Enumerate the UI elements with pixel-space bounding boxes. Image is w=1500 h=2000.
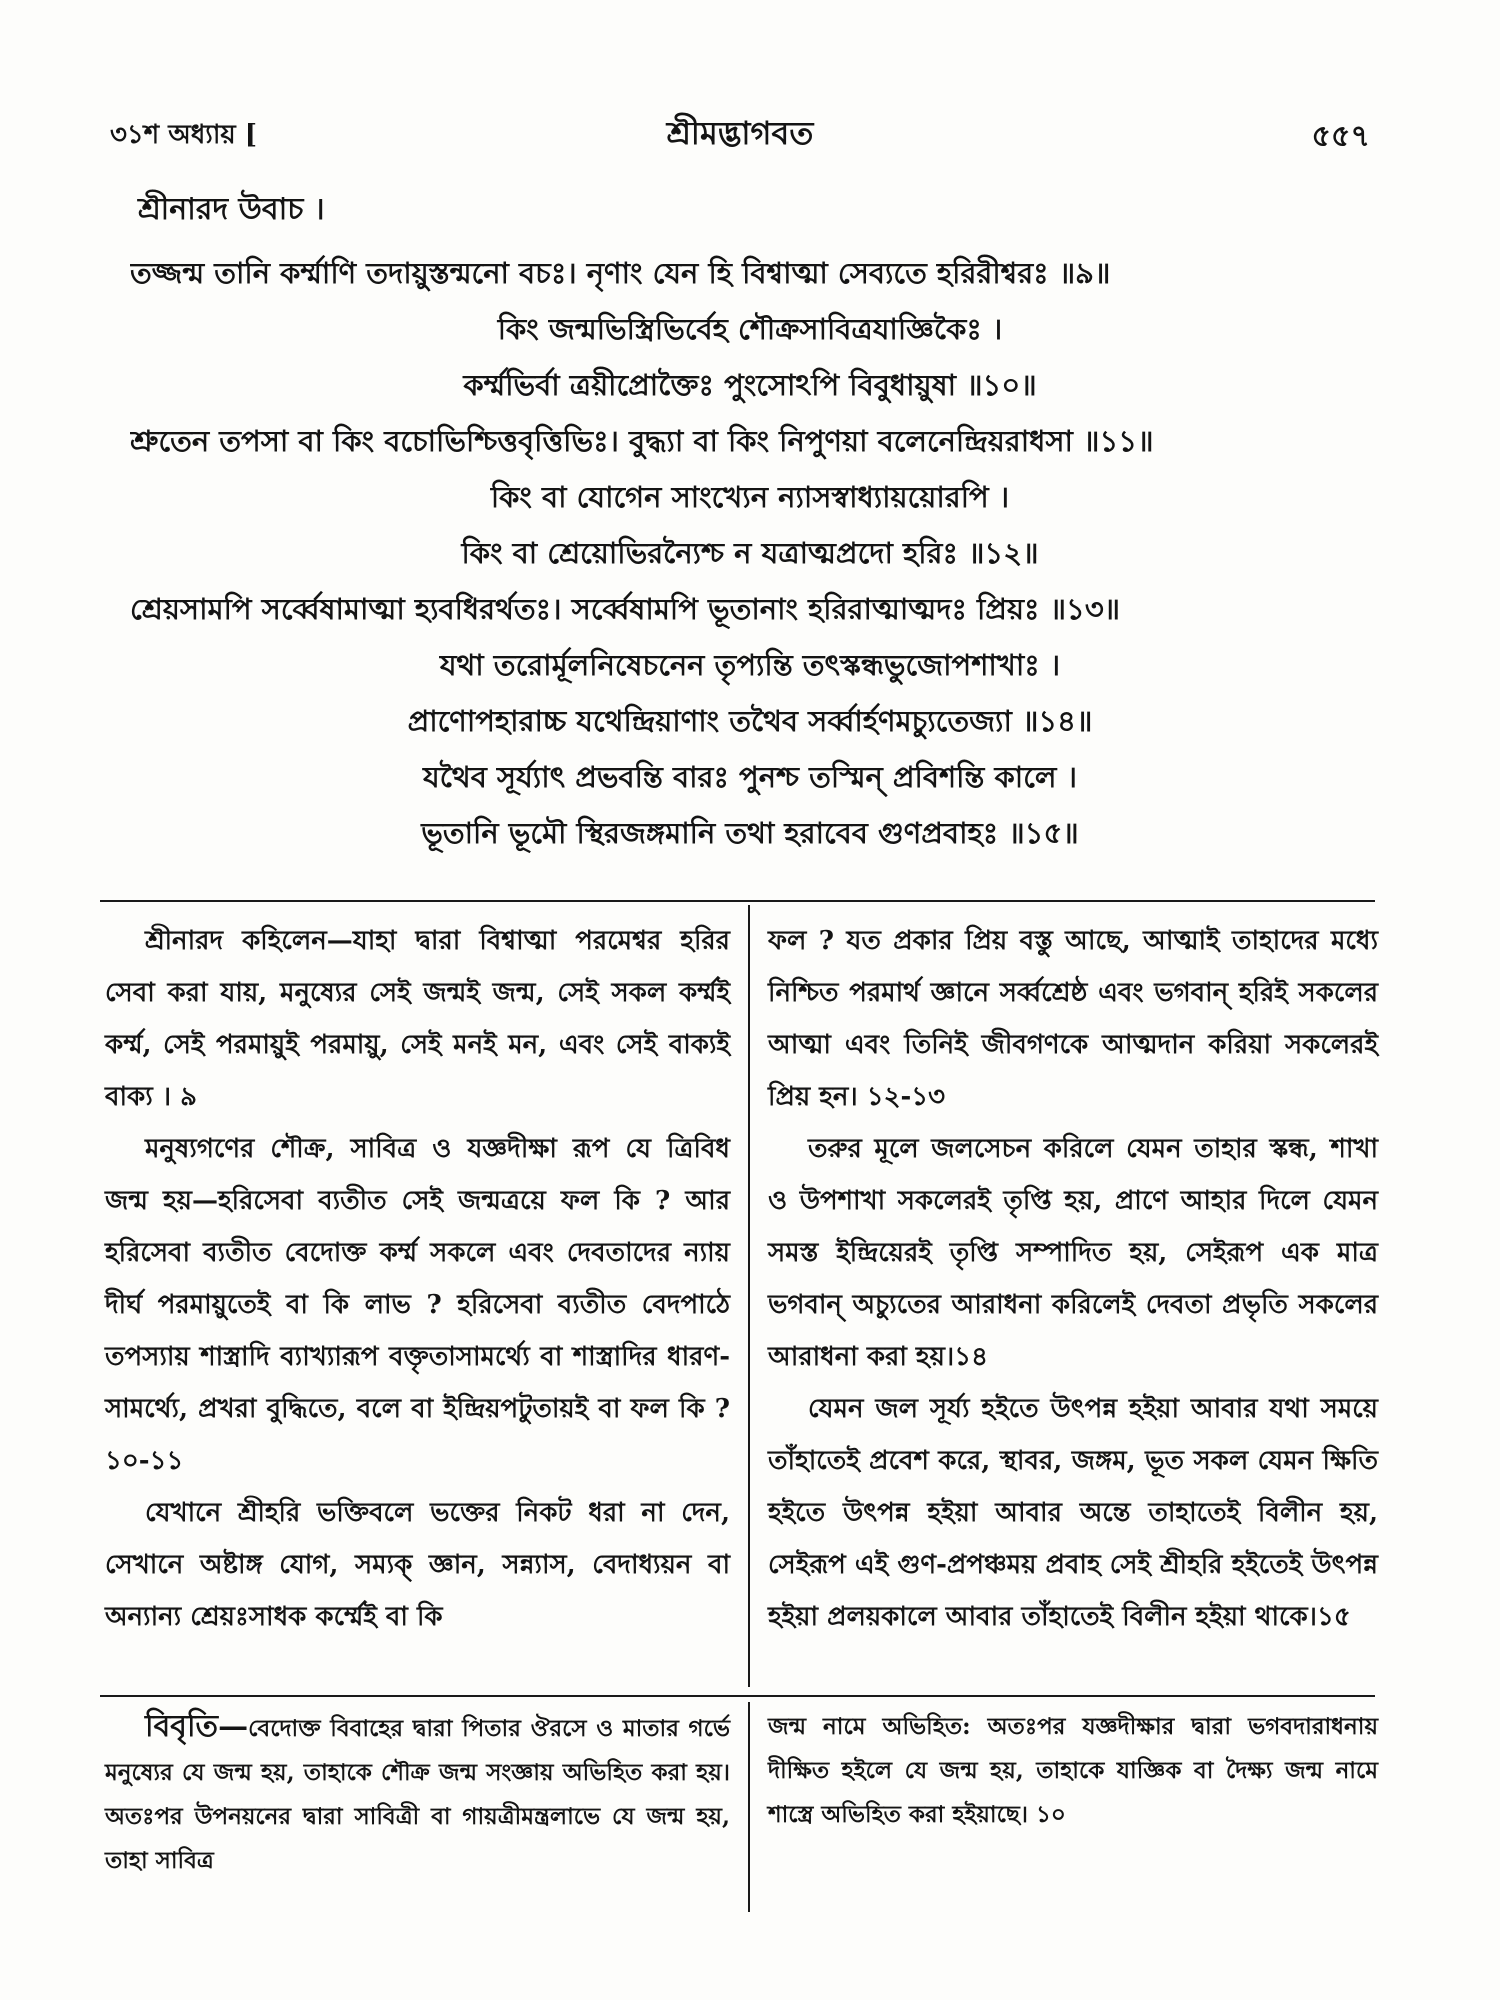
- book-title: শ্রীমদ্ভাগবত: [666, 114, 814, 152]
- verse-line: শ্রুতেন তপসা বা কিং বচোভিশ্চিত্তবৃত্তিভিঃ। বুদ্ধ্যা বা কিং নিপুণয়া বলেনেন্দ্রিয়রাধসা ॥১১॥: [130, 424, 1154, 458]
- translation-paragraph: মনুষ্যগণের শৌক্র, সাবিত্র ও যজ্ঞদীক্ষা রূপ যে ত্রিবিধ জন্ম হয়—হরিসেবা ব্যতীত সেই জন্মত্রয়ে ফল কি ? আর হরিসেবা ব্যতীত বেদোক্ত কর্ম্ম সকলে এবং দেবতাদের ন্যায় দীর্ঘ পরমায়ুতেই বা কি লাভ ? হরিসেবা ব্যতীত বেদপাঠে তপস্যায় শাস্ত্রাদি ব্যাখ্যারূপ বক্তৃতাসামর্থ্যে বা শাস্ত্রাদির ধারণ-সামর্থ্যে, প্রখরা বুদ্ধিতে, বলে বা ইন্দ্রিয়পটুতায়ই বা ফল কি ? ১০-১১: [105, 1134, 730, 1476]
- verse-line: যথা তরোর্মূলনিষেচনেন তৃপ্যন্তি তৎস্কন্ধভুজোপশাখাঃ ।: [439, 648, 1061, 682]
- speaker-heading: শ্রীনারদ উবাচ ।: [138, 192, 325, 227]
- verse-line: ভূতানি ভূমৌ স্থিরজঙ্গমানি তথা হরাবেব গুণপ্রবাহঃ ॥১৫॥: [421, 816, 1079, 850]
- translation-right-column: [768, 915, 1378, 1643]
- translation-paragraph: তরুর মূলে জলসেচন করিলে যেমন তাহার স্কন্ধ, শাখা ও উপশাখা সকলেরই তৃপ্তি হয়, প্রাণে আহার দিলে যেমন সমস্ত ইন্দ্রিয়েরই তৃপ্তি সম্পাদিত হয়, সেইরূপ এক মাত্র ভগবান্ অচ্যুতের আরাধনা করিলেই দেবতা প্রভৃতি সকলের আরাধনা করা হয়।১৪: [768, 1134, 1378, 1372]
- translation-left-column: [105, 915, 730, 1643]
- commentary-left-column: [105, 1705, 730, 1883]
- commentary-text: বেদোক্ত বিবাহের দ্বারা পিতার ঔরসে ও মাতার গর্ভে মনুষ্যের যে জন্ম হয়, তাহাকে শৌক্র জন্ম সংজ্ঞায় অভিহিত করা হয়। অতঃপর উপনয়নের দ্বারা সাবিত্রী বা গায়ত্রীমন্ত্রলাভে যে জন্ম হয়, তাহা সাবিত্র: [105, 1715, 730, 1874]
- translation-paragraph: যেখানে শ্রীহরি ভক্তিবলে ভক্তের নিকট ধরা না দেন, সেখানে অষ্টাঙ্গ যোগ, সম্যক্ জ্ঞান, সন্ন্যাস, বেদাধ্যয়ন বা অন্যান্য শ্রেয়ঃসাধক কর্ম্মেই বা কি: [105, 1498, 730, 1632]
- commentary-right-column: [768, 1705, 1378, 1837]
- verse-line: শ্রেয়সামপি সর্ব্বেষামাত্মা হ্যবধিরর্থতঃ। সর্ব্বেষামপি ভূতানাং হরিরাত্মাত্মদঃ প্রিয়ঃ ॥১৩॥: [130, 592, 1121, 626]
- column-divider: [748, 1702, 750, 1912]
- commentary-paragraph: [105, 1705, 730, 1883]
- sanskrit-verses: [130, 245, 1370, 861]
- verse-line: কিং বা যোগেন সাংখ্যেন ন্যাসস্বাধ্যায়য়োরপি ।: [490, 480, 1010, 514]
- verse-line: যথৈব সূর্য্যাৎ প্রভবন্তি বারঃ পুনশ্চ তস্মিন্ প্রবিশন্তি কালে ।: [423, 760, 1077, 794]
- verse-line: প্রাণোপহারাচ্চ যথেন্দ্রিয়াণাং তথৈব সর্ব্বার্হণমচ্যুতেজ্যা ॥১৪॥: [407, 704, 1093, 738]
- column-divider: [748, 905, 750, 1687]
- chapter-label: ৩১শ অধ্যায় [: [110, 120, 258, 150]
- verse-line: তজ্জন্ম তানি কর্ম্মাণি তদায়ুস্তন্মনো বচঃ। নৃণাং যেন হি বিশ্বাত্মা সেব্যতে হরিরীশ্বরঃ ॥৯॥: [130, 256, 1111, 290]
- translation-paragraph: যেমন জল সূর্য্য হইতে উৎপন্ন হইয়া আবার যথা সময়ে তাঁহাতেই প্রবেশ করে, স্থাবর, জঙ্গম, ভূত সকল যেমন ক্ষিতি হইতে উৎপন্ন হইয়া আবার অন্তে তাহাতেই বিলীন হয়, সেইরূপ এই গুণ-প্রপঞ্চময় প্রবাহ সেই শ্রীহরি হইতেই উৎপন্ন হইয়া প্রলয়কালে আবার তাঁহাতেই বিলীন হইয়া থাকে।১৫: [768, 1394, 1378, 1632]
- section-divider: [100, 1695, 1375, 1697]
- commentary-paragraph: জন্ম নামে অভিহিত: অতঃপর যজ্ঞদীক্ষার দ্বারা ভগবদারাধনায় দীক্ষিত হইলে যে জন্ম হয়, তাহাকে যাজ্ঞিক বা দৈক্ষ্য জন্ম নামে শাস্ত্রে অভিহিত করা হইয়াছে। ১০: [768, 1713, 1378, 1828]
- section-divider: [100, 900, 1375, 902]
- verse-line: কর্ম্মভির্বা ত্রয়ীপ্রোক্তৈঃ পুংসোঽপি বিবুধায়ুষা ॥১০॥: [463, 368, 1037, 402]
- translation-paragraph: শ্রীনারদ কহিলেন—যাহা দ্বারা বিশ্বাত্মা পরমেশ্বর হরির সেবা করা যায়, মনুষ্যের সেই জন্মই জন্ম, সেই সকল কর্ম্মই কর্ম্ম, সেই পরমায়ুই পরমায়ু, সেই মনই মন, এবং সেই বাক্যই বাক্য । ৯: [105, 926, 730, 1112]
- page-header: [110, 108, 1370, 158]
- page-number: ৫৫৭: [1311, 119, 1370, 154]
- translation-paragraph: ফল ? যত প্রকার প্রিয় বস্তু আছে, আত্মাই তাহাদের মধ্যে নিশ্চিত পরমার্থ জ্ঞানে সর্ব্বশ্রেষ্ঠ এবং ভগবান্ হরিই সকলের আত্মা এবং তিনিই জীবগণকে আত্মদান করিয়া সকলেরই প্রিয় হন। ১২-১৩: [768, 926, 1378, 1112]
- verse-line: কিং জন্মভিস্ত্রিভির্বেহ শৌক্রসাবিত্রযাজ্ঞিকৈঃ ।: [497, 312, 1003, 346]
- verse-line: কিং বা শ্রেয়োভিরন্যৈশ্চ ন যত্রাত্মপ্রদো হরিঃ ॥১২॥: [461, 536, 1039, 570]
- commentary-label: বিবৃতি—: [145, 1709, 249, 1744]
